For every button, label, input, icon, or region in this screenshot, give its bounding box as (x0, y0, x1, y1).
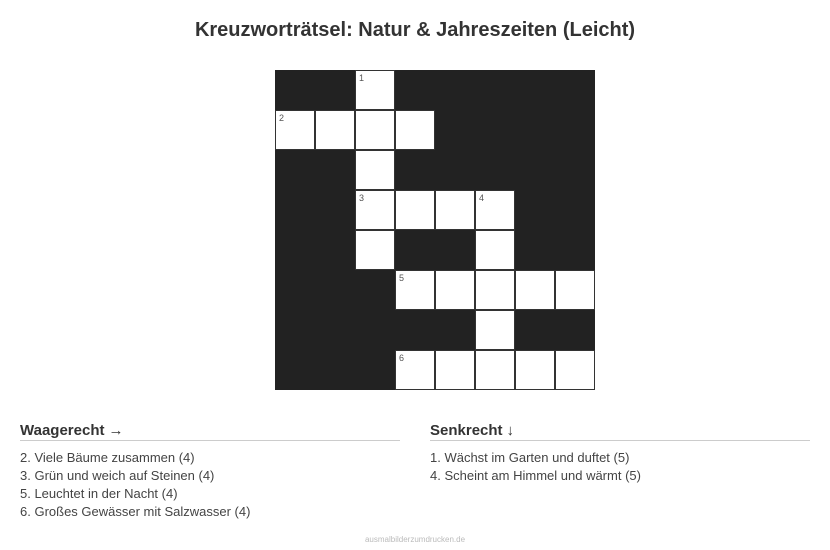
grid-block (315, 230, 355, 270)
across-clues (20, 422, 400, 521)
grid-block (435, 310, 475, 350)
grid-block (515, 110, 555, 150)
grid-cell[interactable] (355, 70, 395, 110)
grid-cell[interactable] (435, 350, 475, 390)
clue-number: 1 (359, 73, 365, 83)
grid-block (315, 270, 355, 310)
grid-block (475, 110, 515, 150)
grid-cell[interactable] (395, 110, 435, 150)
grid-block (555, 310, 595, 350)
grid-cell[interactable] (475, 270, 515, 310)
grid-cell[interactable] (435, 190, 475, 230)
grid-cell[interactable] (395, 350, 435, 390)
down-heading (430, 422, 810, 441)
grid-cell[interactable] (315, 110, 355, 150)
grid-block (315, 190, 355, 230)
clue-item: 2. Viele Bäume zusammen (4) (20, 450, 195, 465)
grid-block (435, 230, 475, 270)
grid-block (555, 110, 595, 150)
grid-block (555, 70, 595, 110)
grid-block (475, 70, 515, 110)
grid-block (275, 230, 315, 270)
crossword-grid (275, 70, 555, 390)
clue-number: 4 (479, 193, 485, 203)
grid-block (355, 310, 395, 350)
grid-block (555, 230, 595, 270)
grid-block (555, 190, 595, 230)
grid-block (315, 150, 355, 190)
grid-block (315, 350, 355, 390)
across-heading-label: Waagerecht (20, 422, 105, 439)
grid-block (435, 110, 475, 150)
grid-block (315, 70, 355, 110)
grid-block (395, 230, 435, 270)
grid-block (315, 310, 355, 350)
grid-block (395, 150, 435, 190)
clue-number: 6 (399, 353, 405, 363)
grid-block (275, 190, 315, 230)
grid-cell[interactable] (475, 190, 515, 230)
grid-block (275, 350, 315, 390)
down-clues (430, 422, 810, 485)
grid-block (355, 350, 395, 390)
footer-watermark: ausmalbilderzumdrucken.de (364, 535, 466, 544)
across-clue-list (20, 449, 400, 521)
grid-block (515, 70, 555, 110)
grid-block (395, 310, 435, 350)
grid-cell[interactable] (355, 230, 395, 270)
grid-block (515, 230, 555, 270)
puzzle-title: Kreuzworträtsel: Natur & Jahreszeiten (Leicht) (194, 19, 636, 41)
clue-item: 5. Leuchtet in der Nacht (4) (20, 486, 178, 501)
grid-cell[interactable] (275, 110, 315, 150)
grid-block (275, 310, 315, 350)
grid-cell[interactable] (555, 350, 595, 390)
grid-cell[interactable] (435, 270, 475, 310)
grid-cell[interactable] (475, 350, 515, 390)
arrow-right-icon: → (108, 422, 124, 439)
grid-block (275, 150, 315, 190)
grid-block (555, 150, 595, 190)
down-heading-label: Senkrecht (430, 422, 503, 439)
down-clue-list (430, 449, 810, 485)
clue-item: 1. Wächst im Garten und duftet (5) (430, 450, 630, 465)
grid-block (515, 190, 555, 230)
grid-block (515, 150, 555, 190)
grid-block (275, 70, 315, 110)
clue-item: 3. Grün und weich auf Steinen (4) (20, 468, 215, 483)
grid-cell[interactable] (555, 270, 595, 310)
grid-block (395, 70, 435, 110)
clue-item: 6. Großes Gewässer mit Salzwasser (4) (20, 504, 251, 519)
grid-block (435, 150, 475, 190)
grid-cell[interactable] (355, 110, 395, 150)
grid-block (435, 70, 475, 110)
across-heading (20, 422, 400, 441)
grid-cell[interactable] (395, 270, 435, 310)
clue-number: 3 (359, 193, 365, 203)
grid-cell[interactable] (515, 350, 555, 390)
grid-cell[interactable] (475, 230, 515, 270)
grid-cell[interactable] (355, 190, 395, 230)
grid-block (515, 310, 555, 350)
grid-cell[interactable] (475, 310, 515, 350)
grid-block (475, 150, 515, 190)
clue-item: 4. Scheint am Himmel und wärmt (5) (430, 468, 641, 483)
grid-cell[interactable] (395, 190, 435, 230)
grid-block (355, 270, 395, 310)
grid-block (275, 270, 315, 310)
arrow-down-icon: ↓ (506, 422, 515, 439)
clue-number: 5 (399, 273, 405, 283)
grid-cell[interactable] (355, 150, 395, 190)
grid-cell[interactable] (515, 270, 555, 310)
clue-number: 2 (279, 113, 285, 123)
